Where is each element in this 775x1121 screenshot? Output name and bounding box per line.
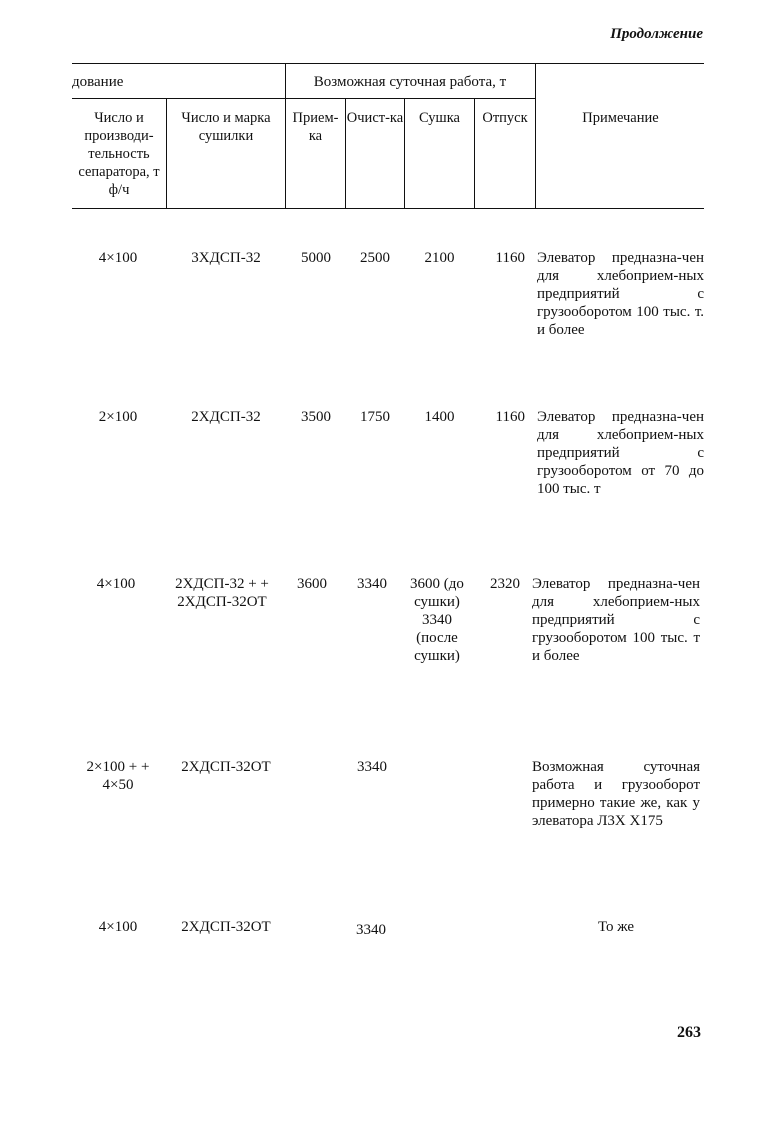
cell-note: Элеватор предназна-чен для хлебоприем-ных предприятий с грузооборотом от 70 до 100 тыс. т: [537, 409, 704, 497]
table-top-rule: [72, 63, 704, 64]
cell-separator: 4×100: [98, 919, 138, 935]
cell-dryer: 2ХДСП-32ОТ: [181, 919, 271, 935]
header-dryer: Число и марка сушилки: [181, 110, 271, 144]
cell-note: Возможная суточная работа и грузооборот примерно такие же, как у элеватора Л3Х Х175: [532, 759, 700, 829]
header-note: Примечание: [582, 110, 659, 126]
header-group-rule: [72, 98, 535, 99]
cell-ochistka: 3340: [356, 922, 386, 938]
header-right-group: Возможная суточная работа, т: [313, 74, 507, 90]
header-otpusk: Отпуск: [482, 110, 528, 126]
cell-dryer: 2ХДСП-32 + + 2ХДСП-32ОТ: [175, 576, 269, 610]
cell-otpusk: 2320: [490, 576, 520, 592]
cell-dryer: 3ХДСП-32: [191, 250, 261, 266]
continuation-label: Продолжение: [610, 26, 703, 42]
header-ochistka: Очист-ка: [346, 110, 404, 126]
cell-dryer: 2ХДСП-32: [191, 409, 261, 425]
cell-note: То же: [597, 919, 635, 935]
col-divider-note: [535, 63, 536, 208]
cell-sushka: 2100: [424, 250, 455, 266]
cell-otpusk: 1160: [495, 409, 525, 425]
cell-separator: 2×100 + + 4×50: [86, 759, 150, 793]
cell-separator: 4×100: [98, 250, 138, 266]
page-number: 263: [677, 1024, 701, 1041]
header-left-group: дование: [72, 74, 124, 90]
cell-ochistka: 3340: [357, 759, 387, 775]
cell-note: Элеватор предназна-чен для хлебоприем-ных предприятий с грузооборотом 100 тыс. т. и более: [537, 250, 704, 338]
cell-priemka: 3600: [297, 576, 327, 592]
cell-note: Элеватор предназна-чен для хлебоприем-ных предприятий с грузооборотом 100 тыс. т и более: [532, 576, 700, 664]
cell-ochistka: 2500: [360, 250, 390, 266]
cell-priemka: 5000: [301, 250, 331, 266]
cell-otpusk: 1160: [495, 250, 525, 266]
cell-priemka: 3500: [301, 409, 331, 425]
cell-separator: 4×100: [96, 576, 136, 592]
cell-ochistka: 1750: [360, 409, 390, 425]
cell-separator: 2×100: [98, 409, 138, 425]
cell-sushka: 1400: [424, 409, 455, 425]
col-divider-1: [166, 99, 167, 208]
header-priemka: Прием-ка: [292, 110, 339, 144]
header-separator: Число и производи-тельность сепаратора, т ф/ч: [78, 110, 160, 198]
header-sushka: Сушка: [419, 110, 460, 126]
header-bottom-rule: [72, 208, 704, 209]
cell-dryer: 2ХДСП-32ОТ: [181, 759, 271, 775]
cell-sushka: 3600 (до сушки) 3340 (после сушки): [410, 576, 464, 664]
cell-ochistka: 3340: [357, 576, 387, 592]
